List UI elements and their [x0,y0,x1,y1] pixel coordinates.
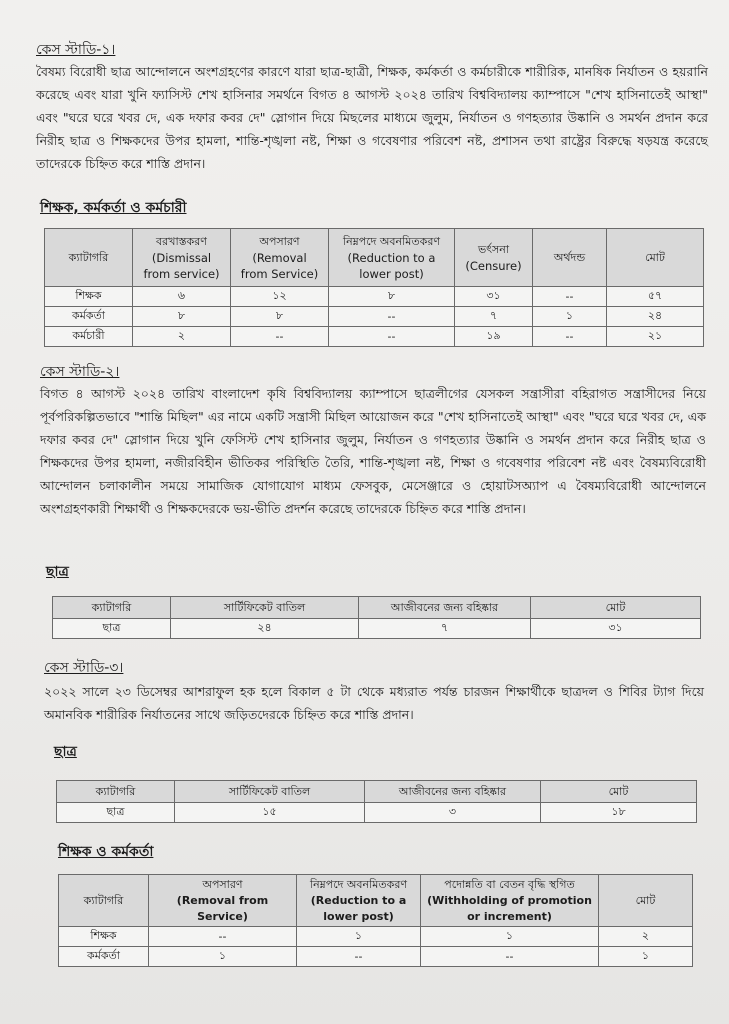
cell: ৮ [329,287,455,307]
cell-category: শিক্ষক [59,927,149,947]
cell-category: শিক্ষক [45,287,133,307]
case-study-2-body: বিগত ৪ আগস্ট ২০২৪ তারিখ বাংলাদেশ কৃষি বিশ্ববিদ্যালয় ক্যাম্পাসে ছাত্রলীগের যেসকল সন্ত্রাসীরা বহিরাগত সন্ত্রাসীদের নিয়ে পূর্বপরিকল্পিতভাবে "শান্তি মিছিল" এর নামে একটি সন্ত্রাসী মিছিল আয়োজন করে "শেখ হাসিনাতেই আস্থা" এবং "ঘরে ঘরে খবর দে, এক দফার কবর দে" স্লোগান দিয়ে খুনি ফেসিস্ট শেখ হাসিনার জুলুম, নির্যাতন ও গণহত্যার উষ্কানি ও সমর্থন প্রদান করে নিরীহ ছাত্র ও শিক্ষকদের উপর হামলা, নজীরবিহীন ভীতিকর পরিস্থিতি তৈরি, শান্তি-শৃঙ্খলা নষ্ট, শিক্ষা ও গবেষণার পরিবেশ নষ্ট এবং বৈষম্যবিরোধী আন্দোলন চলাকালীন সময়ে সামাজিক যোগাযোগ মাধ্যম ফেসবুক, মেসেঞ্জারে ও হোয়াটসঅ্যাপ এ বৈষম্যবিরোধী আন্দোলনে অংশগ্রহণকারী শিক্ষার্থী ও শিক্ষকদেরকে ভয়-ভীতি প্রদর্শন করেছে তাদেরকে চিহ্নিত করে শাস্তি প্রদান। [40,386,706,516]
table-header-row [45,229,704,287]
header-total: মোট [599,875,693,927]
cell: -- [421,947,599,967]
cell: ৮ [231,307,329,327]
header-category: ক্যাটাগরি [53,597,171,619]
cell: ১২ [231,287,329,307]
cell: -- [329,307,455,327]
header-total: মোট [541,781,697,803]
cell: ৬ [133,287,231,307]
cell: ২ [133,327,231,347]
header-total: মোট [531,597,701,619]
cell: ১ [297,927,421,947]
cell: -- [533,327,607,347]
cell: ১ [421,927,599,947]
case-study-1-title: কেস স্টাডি-১। [36,42,116,58]
case-study-3-body: ২০২২ সালে ২৩ ডিসেম্বর আশরাফুল হক হলে বিকাল ৫ টা থেকে মধ্যরাত পর্যন্ত চারজন শিক্ষার্থীকে ছাত্রদল ও শিবির ট্যাগ দিয়ে অমানবিক শারীরিক নির্যাতনের সাথে জড়িতদেরকে চিহ্নিত করে শাস্তি প্রদান। [44,684,704,722]
header-reduction: নিম্নপদে অবনমিতকরণ (Reduction to a lower post) [329,229,455,287]
header-removal: অপসারণ (Removal from Service) [231,229,329,287]
cell: -- [329,327,455,347]
table-row [45,327,704,347]
table-header-row [53,597,701,619]
case-study-2-title: কেস স্টাডি-২। [40,364,120,380]
header-category: ক্যাটাগরি [59,875,149,927]
case-study-1-table-heading: শিক্ষক, কর্মকর্তা ও কর্মচারী [40,200,187,216]
case-study-3-staff-table [58,874,693,967]
cell-category: ছাত্র [57,803,175,823]
case-study-1-table [44,228,704,347]
cell-total: ১৮ [541,803,697,823]
cell-total: ২৪ [607,307,704,327]
cell-category: কর্মকর্তা [59,947,149,967]
cell: ৮ [133,307,231,327]
cell: ১৯ [455,327,533,347]
table-row [45,307,704,327]
case-study-3-table2-heading: শিক্ষক ও কর্মকর্তা [58,844,154,860]
cell: ৭ [359,619,531,639]
header-category: ক্যাটাগরি [57,781,175,803]
header-certificate-cancelled: সার্টিফিকেট বাতিল [175,781,365,803]
cell-total: ৩১ [531,619,701,639]
header-reduction: নিম্নপদে অবনমিতকরণ (Reduction to a lower post) [297,875,421,927]
table-row [59,947,693,967]
cell-total: ১ [599,947,693,967]
table-row [53,619,701,639]
cell-total: ২ [599,927,693,947]
cell: -- [149,927,297,947]
case-study-1-body: বৈষম্য বিরোধী ছাত্র আন্দোলনে অংশগ্রহণের কারণে যারা ছাত্র-ছাত্রী, শিক্ষক, কর্মকর্তা ও কর্মচারীকে শারীরিক, মানষিক নির্যাতন ও হয়রানি করেছে এবং যারা খুনি ফ্যাসিস্ট শেখ হাসিনার সমর্থনে বিগত ৪ আগস্ট ২০২৪ তারিখ বিশ্ববিদ্যালয় ক্যাম্পাসে "শেখ হাসিনাতেই আস্থা" এবং "ঘরে ঘরে খবর দে, এক দফার কবর দে" স্লোগান দিয়ে মিছলের মাধ্যমে জুলুম, নির্যাতন ও গণহত্যার উষ্কানি ও সমর্থন প্রদান করে নিরীহ ছাত্র ও শিক্ষকদের উপর হামলা, শান্তি-শৃঙ্খলা নষ্ট, শিক্ষা ও গবেষণার পরিবেশ নষ্ট, প্রশাসন তথা রাষ্ট্রের বিরুদ্ধে ষড়যন্ত্র করেছে তাদেরকে চিহ্নিত করে শাস্তি প্রদান। [36,64,708,171]
case-study-3-table-heading: ছাত্র [54,744,77,760]
header-censure: ভর্ৎসনা (Censure) [455,229,533,287]
cell: ৩১ [455,287,533,307]
header-lifetime-expulsion: আজীবনের জন্য বহিষ্কার [365,781,541,803]
header-fine: অর্থদন্ড [533,229,607,287]
table-row [59,927,693,947]
cell: ১ [149,947,297,967]
cell: ৩ [365,803,541,823]
cell-total: ৫৭ [607,287,704,307]
cell-category: ছাত্র [53,619,171,639]
case-study-3-title: কেস স্টাডি-৩। [44,660,124,676]
table-row [45,287,704,307]
table-header-row [57,781,697,803]
header-dismissal: বরখাস্তকরণ (Dismissal from service) [133,229,231,287]
cell-total: ২১ [607,327,704,347]
header-removal: অপসারণ (Removal from Service) [149,875,297,927]
cell: -- [533,287,607,307]
cell: -- [297,947,421,967]
cell: ২৪ [171,619,359,639]
header-total: মোট [607,229,704,287]
cell: ১ [533,307,607,327]
cell-category: কর্মচারী [45,327,133,347]
cell: -- [231,327,329,347]
table-header-row [59,875,693,927]
cell-category: কর্মকর্তা [45,307,133,327]
header-withholding: পদোন্নতি বা বেতন বৃদ্ধি স্থগিত (Withholding of promotion or increment) [421,875,599,927]
case-study-2-table-heading: ছাত্র [46,564,69,580]
header-lifetime-expulsion: আজীবনের জন্য বহিষ্কার [359,597,531,619]
table-row [57,803,697,823]
header-category: ক্যাটাগরি [45,229,133,287]
case-study-2-table [52,596,701,639]
case-study-3-students-table [56,780,697,823]
header-certificate-cancelled: সার্টিফিকেট বাতিল [171,597,359,619]
cell: ১৫ [175,803,365,823]
cell: ৭ [455,307,533,327]
